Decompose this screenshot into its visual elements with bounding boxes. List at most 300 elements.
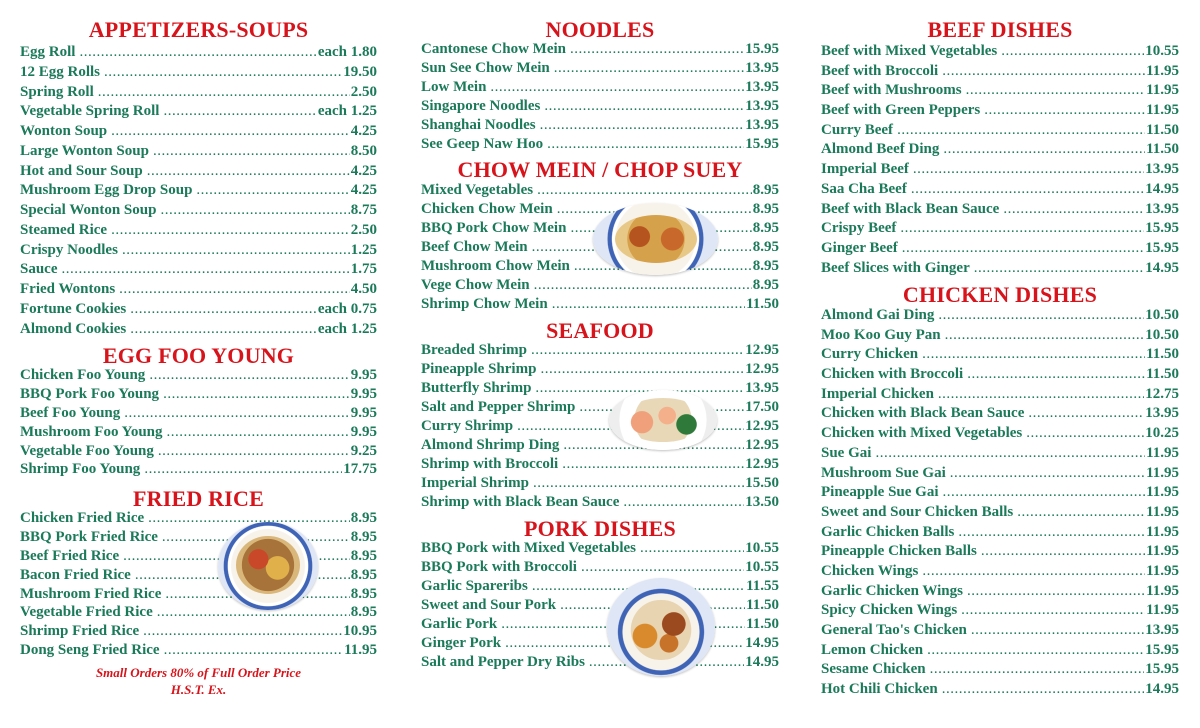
menu-item	[821, 121, 1179, 141]
section-title-noodles: NOODLES	[545, 17, 655, 42]
menu-item	[20, 43, 377, 63]
menu-item	[20, 162, 377, 182]
dot-leader	[927, 641, 1144, 661]
menu-item	[20, 442, 377, 461]
menu-item	[821, 306, 1179, 326]
dot-leader	[158, 442, 350, 461]
menu-item	[821, 219, 1179, 239]
menu-item-price: 10.50	[1145, 326, 1179, 343]
menu-item-name: Large Wonton Soup	[20, 142, 149, 159]
menu-item-price: 1.75	[350, 261, 377, 278]
menu-item-price: 4.25	[350, 162, 377, 179]
menu-item-price: 11.50	[1146, 121, 1179, 138]
section-appetizers	[20, 43, 377, 339]
menu-item-name: Curry Beef	[821, 121, 894, 138]
menu-item-name: Butterfly Shrimp	[421, 380, 532, 396]
menu-item-price: 9.95	[350, 404, 377, 421]
menu-item-price: 8.95	[752, 239, 779, 255]
menu-item-name: Sweet and Sour Chicken Balls	[821, 503, 1014, 520]
menu-item-price: 8.95	[350, 547, 377, 564]
menu-item-name: Hot and Sour Soup	[20, 162, 143, 179]
menu-item-price: 14.95	[1145, 259, 1179, 276]
menu-item-name: Mushroom Chow Mein	[421, 258, 570, 274]
menu-item	[821, 444, 1179, 464]
menu-item-price: 14.95	[1145, 180, 1179, 197]
dot-leader	[1026, 424, 1144, 444]
menu-item-price: 8.95	[752, 182, 779, 198]
dot-leader	[130, 300, 317, 320]
dot-leader	[540, 360, 744, 379]
menu-item	[421, 493, 779, 512]
menu-item-price: 8.95	[350, 510, 377, 526]
dot-leader	[945, 326, 1145, 346]
menu-item-price: 13.95	[1145, 405, 1179, 422]
menu-item	[821, 601, 1179, 621]
menu-item	[20, 603, 377, 622]
menu-item	[421, 436, 779, 455]
menu-item-price: 9.95	[350, 423, 377, 440]
menu-item	[821, 562, 1179, 582]
menu-item	[821, 326, 1179, 346]
dot-leader	[160, 201, 349, 221]
dot-leader	[961, 601, 1145, 621]
menu-item	[821, 641, 1179, 661]
menu-item-price: 8.95	[350, 604, 377, 621]
section-beef	[821, 42, 1179, 278]
menu-item-price: 4.25	[350, 182, 377, 199]
menu-item-name: Beef with Green Peppers	[821, 102, 981, 119]
menu-item-name: Shanghai Noodles	[421, 117, 536, 134]
menu-item-price: 9.25	[350, 442, 377, 459]
menu-item	[421, 257, 779, 276]
menu-item-price: 8.75	[350, 202, 377, 218]
section-noodles	[421, 40, 779, 155]
section-fried-rice	[20, 509, 377, 660]
dot-leader	[570, 40, 744, 59]
menu-item-name: Curry Chicken	[821, 346, 919, 363]
menu-item-price: 10.50	[1145, 307, 1179, 323]
menu-item-name: BBQ Pork with Mixed Vegetables	[421, 540, 637, 556]
dot-leader	[1028, 404, 1144, 424]
menu-item-price: 9.95	[350, 385, 377, 402]
menu-item-name: Spicy Chicken Wings	[821, 602, 958, 619]
menu-item	[421, 539, 779, 558]
menu-item-name: Singapore Noodles	[421, 98, 541, 115]
menu-item-price: 12.95	[745, 418, 779, 434]
menu-item-name: Pineapple Sue Gai	[821, 484, 939, 501]
menu-item-name: Spring Roll	[20, 83, 94, 100]
dot-leader	[79, 43, 316, 63]
menu-item-price: 11.50	[746, 616, 779, 632]
menu-item-price: 15.95	[1145, 641, 1179, 658]
menu-item-price: 12.95	[745, 361, 779, 377]
menu-item-name: Crispy Beef	[821, 220, 897, 237]
menu-item	[821, 42, 1179, 62]
menu-item-name: Sweet and Sour Pork	[421, 597, 557, 613]
menu-item-price: 4.25	[350, 123, 377, 139]
menu-item-price: 11.95	[1146, 444, 1179, 461]
menu-item-name: BBQ Pork Fried Rice	[20, 528, 158, 545]
section-title-chicken: CHICKEN DISHES	[902, 282, 1098, 307]
dot-leader	[98, 83, 350, 103]
menu-item-price: 8.50	[350, 142, 377, 159]
menu-item-name: Almond Cookies	[20, 320, 127, 337]
menu-item-price: 8.95	[350, 566, 377, 583]
menu-item-name: Chicken Fried Rice	[20, 510, 145, 526]
menu-item-name: Shrimp Foo Young	[20, 461, 141, 478]
menu-item-price: 11.50	[746, 296, 779, 312]
dot-leader	[130, 320, 317, 340]
menu-item-price: 11.95	[1146, 62, 1179, 79]
menu-item	[20, 201, 377, 221]
dot-leader	[196, 181, 349, 201]
menu-item-price: 2.50	[350, 221, 377, 238]
dot-leader	[554, 59, 744, 78]
menu-item-price: 11.95	[1146, 602, 1179, 619]
menu-item-name: Egg Roll	[20, 44, 76, 60]
dot-leader	[111, 221, 350, 241]
menu-item-name: Garlic Chicken Wings	[821, 582, 963, 599]
menu-item	[821, 680, 1179, 700]
menu-item-name: Shrimp with Broccoli	[421, 456, 559, 472]
menu-item-price: 17.50	[745, 399, 779, 415]
menu-item-price: 15.95	[1145, 239, 1179, 256]
menu-item-price: 1.25	[350, 241, 377, 258]
menu-item-name: Ginger Beef	[821, 239, 898, 256]
menu-item-name: Chicken with Black Bean Sauce	[821, 405, 1025, 422]
menu-item	[20, 423, 377, 442]
dot-leader	[533, 474, 744, 493]
dot-leader	[967, 365, 1145, 385]
menu-item-price: each 0.75	[317, 300, 377, 317]
menu-item-name: Beef Chow Mein	[421, 239, 528, 255]
menu-item	[421, 59, 779, 78]
dot-leader	[149, 366, 349, 385]
dot-leader	[974, 259, 1145, 279]
dot-leader	[144, 460, 342, 479]
menu-item	[20, 221, 377, 241]
menu-item-price: 11.95	[1146, 582, 1179, 599]
menu-item-name: Garlic Chicken Balls	[821, 523, 955, 540]
menu-item	[421, 653, 779, 672]
menu-item-name: Chicken Wings	[821, 562, 919, 579]
menu-item-price: 9.95	[350, 367, 377, 383]
section-pork	[421, 539, 779, 672]
menu-item	[421, 558, 779, 577]
dot-leader	[122, 241, 350, 261]
menu-item-price: 11.50	[746, 597, 779, 613]
menu-item	[421, 379, 779, 398]
menu-item-name: Beef Slices with Ginger	[821, 259, 970, 276]
menu-item-name: Imperial Chicken	[821, 385, 934, 402]
menu-item-price: 15.95	[1145, 661, 1179, 678]
menu-item-name: Pineapple Chicken Balls	[821, 543, 977, 560]
menu-item	[20, 566, 377, 585]
menu-item	[821, 345, 1179, 365]
dot-leader	[552, 295, 745, 314]
menu-item-price: 13.95	[745, 380, 779, 396]
menu-item-name: Garlic Pork	[421, 616, 498, 632]
menu-item	[20, 528, 377, 547]
dot-leader	[902, 239, 1144, 259]
menu-item-price: 12.95	[745, 456, 779, 472]
dot-leader	[119, 280, 350, 300]
menu-item	[421, 78, 779, 97]
dot-leader	[875, 444, 1145, 464]
menu-item-price: each 1.80	[317, 44, 377, 60]
menu-item	[421, 116, 779, 135]
menu-item	[20, 509, 377, 528]
menu-item	[821, 582, 1179, 602]
dot-leader	[967, 582, 1145, 602]
shrimp-plate-image	[609, 390, 717, 450]
menu-item-price: 15.50	[745, 475, 779, 491]
menu-item	[421, 200, 779, 219]
menu-item	[821, 101, 1179, 121]
section-title-egg-foo-young: EGG FOO YOUNG	[102, 343, 295, 368]
menu-item-name: Fried Wontons	[20, 281, 116, 297]
menu-item-name: Beef Fried Rice	[20, 547, 120, 564]
dot-leader	[124, 404, 349, 423]
menu-item-price: 10.55	[745, 540, 779, 556]
dot-leader	[913, 160, 1144, 180]
dot-leader	[562, 455, 744, 474]
menu-item-price: 15.95	[745, 136, 779, 153]
menu-item-name: Shrimp Fried Rice	[20, 623, 140, 640]
menu-item-name: Saa Cha Beef	[821, 180, 907, 197]
menu-item-price: 13.95	[745, 117, 779, 134]
menu-item-price: 11.95	[1146, 82, 1179, 99]
menu-item-name: Sue Gai	[821, 444, 872, 461]
menu-item	[821, 180, 1179, 200]
menu-item-name: Lemon Chicken	[821, 641, 924, 658]
menu-item	[421, 615, 779, 634]
menu-item	[421, 455, 779, 474]
menu-item-price: 13.50	[745, 494, 779, 510]
menu-item-name: Chicken Foo Young	[20, 367, 146, 383]
menu-item	[821, 523, 1179, 543]
dot-leader	[897, 121, 1145, 141]
menu-item-price: 19.50	[343, 63, 377, 80]
menu-item	[20, 260, 377, 280]
menu-item	[20, 460, 377, 479]
menu-item	[20, 622, 377, 641]
menu-item	[20, 366, 377, 385]
menu-item	[821, 424, 1179, 444]
dot-leader	[143, 622, 342, 641]
menu-item	[421, 634, 779, 653]
menu-item-name: Chicken with Broccoli	[821, 366, 964, 383]
menu-item-name: BBQ Pork with Broccoli	[421, 559, 577, 575]
menu-item	[421, 276, 779, 295]
menu-item-price: 13.95	[745, 60, 779, 77]
menu-item-name: Moo Koo Guy Pan	[821, 326, 941, 343]
menu-item	[421, 596, 779, 615]
menu-item-name: Beef with Mushrooms	[821, 82, 962, 99]
dot-leader	[163, 385, 350, 404]
menu-item-price: 8.95	[752, 220, 779, 236]
menu-item-name: Salt and Pepper Dry Ribs	[421, 654, 585, 670]
menu-item	[821, 81, 1179, 101]
menu-item-name: Chicken with Mixed Vegetables	[821, 425, 1023, 442]
menu-item-name: Vegetable Spring Roll	[20, 103, 160, 120]
menu-item-name: See Geep Naw Hoo	[421, 136, 544, 153]
menu-item-price: 11.50	[1146, 141, 1179, 158]
menu-item-price: 11.50	[1146, 366, 1179, 383]
menu-item	[421, 341, 779, 360]
dot-leader	[922, 562, 1145, 582]
dot-leader	[164, 641, 343, 660]
menu-item	[20, 280, 377, 300]
menu-item	[821, 259, 1179, 279]
menu-item-name: Sesame Chicken	[821, 661, 926, 678]
menu-item	[20, 585, 377, 604]
menu-item	[821, 660, 1179, 680]
dot-leader	[971, 621, 1144, 641]
menu-item-price: 11.55	[746, 578, 779, 594]
menu-item-name: Fortune Cookies	[20, 300, 127, 317]
menu-item-price: 11.95	[1146, 503, 1179, 520]
menu-item-name: BBQ Pork Chow Mein	[421, 220, 567, 236]
dot-leader	[544, 97, 744, 116]
menu-item-name: General Tao's Chicken	[821, 622, 967, 638]
menu-item-name: Beef with Mixed Vegetables	[821, 43, 998, 59]
section-title-seafood: SEAFOOD	[546, 318, 654, 343]
menu-item-price: 14.95	[745, 635, 779, 651]
menu-item	[421, 577, 779, 596]
fried-rice-plate-image	[218, 522, 318, 610]
menu-item-price: 8.95	[752, 258, 779, 274]
menu-item	[421, 295, 779, 314]
menu-item-name: Almond Beef Ding	[821, 141, 940, 158]
menu-item-price: 10.55	[745, 559, 779, 575]
menu-item-price: each 1.25	[317, 103, 377, 120]
pork-dishes-image	[607, 578, 715, 676]
dot-leader	[640, 539, 744, 558]
menu-item-price: 14.95	[745, 654, 779, 670]
menu-item-name: 12 Egg Rolls	[20, 63, 101, 80]
section-title-fried-rice: FRIED RICE	[133, 486, 264, 511]
dot-leader	[167, 423, 350, 442]
menu-item-name: Almond Gai Ding	[821, 307, 935, 323]
menu-item-price: 12.75	[1145, 385, 1179, 402]
dot-leader	[540, 116, 745, 135]
menu-item	[421, 360, 779, 379]
menu-item-name: Vegetable Fried Rice	[20, 604, 153, 621]
dot-leader	[62, 260, 350, 280]
dot-leader	[938, 385, 1144, 405]
menu-item-name: Hot Chili Chicken	[821, 681, 938, 698]
menu-item-price: 8.95	[752, 277, 779, 293]
section-title-pork: PORK DISHES	[524, 516, 676, 541]
dot-leader	[537, 181, 752, 200]
menu-item	[20, 142, 377, 162]
menu-item-name: Vegetable Foo Young	[20, 442, 154, 459]
menu-item-price: 15.95	[745, 41, 779, 57]
menu-item	[821, 542, 1179, 562]
menu-item-price: 13.95	[745, 98, 779, 115]
small-orders-note: Small Orders 80% of Full Order Price	[95, 665, 302, 680]
menu-item	[421, 417, 779, 436]
menu-item-name: Beef Foo Young	[20, 404, 121, 421]
menu-item	[821, 385, 1179, 405]
dot-leader	[942, 680, 1145, 700]
menu-item	[821, 160, 1179, 180]
dot-leader	[984, 101, 1145, 121]
menu-item-price: 10.55	[1145, 43, 1179, 59]
menu-item-name: Mixed Vegetables	[421, 182, 534, 198]
menu-item-price: 14.95	[1145, 681, 1179, 698]
menu-item-price: 11.95	[1146, 102, 1179, 119]
menu-item-name: Beef with Broccoli	[821, 62, 939, 79]
dot-leader	[922, 345, 1145, 365]
dot-leader	[943, 483, 1146, 503]
menu-item	[20, 122, 377, 142]
menu-item-name: Breaded Shrimp	[421, 342, 527, 358]
dot-leader	[163, 102, 316, 122]
menu-item	[821, 140, 1179, 160]
menu-item-name: Vege Chow Mein	[421, 277, 530, 293]
dot-leader	[547, 135, 744, 154]
menu-item	[421, 181, 779, 200]
menu-item	[421, 398, 779, 417]
menu-item	[821, 464, 1179, 484]
dot-leader	[950, 464, 1145, 484]
menu-item	[421, 97, 779, 116]
menu-item	[821, 239, 1179, 259]
menu-item-name: Shrimp with Black Bean Sauce	[421, 494, 620, 510]
menu-item-price: 15.95	[1145, 220, 1179, 237]
menu-item-name: Special Wonton Soup	[20, 202, 157, 218]
menu-item-name: Imperial Shrimp	[421, 475, 529, 491]
menu-item	[20, 320, 377, 340]
menu-item-name: Salt and Pepper Shrimp	[421, 399, 576, 415]
menu-item-name: Crispy Noodles	[20, 241, 118, 258]
menu-item	[421, 40, 779, 59]
menu-item	[20, 300, 377, 320]
menu-item-name: Mushroom Sue Gai	[821, 464, 946, 481]
menu-item-price: 12.95	[745, 437, 779, 453]
dot-leader	[900, 219, 1144, 239]
dot-leader	[153, 142, 350, 162]
section-title-beef: BEEF DISHES	[927, 17, 1073, 42]
menu-item-price: 13.95	[1145, 161, 1179, 178]
menu-item-name: Low Mein	[421, 79, 487, 96]
menu-item-name: Mushroom Egg Drop Soup	[20, 182, 193, 199]
menu-item-price: 4.50	[350, 281, 377, 297]
menu-item	[821, 365, 1179, 385]
menu-item-price: 11.95	[1146, 543, 1179, 560]
menu-item	[20, 547, 377, 566]
menu-item-name: Curry Shrimp	[421, 418, 514, 434]
menu-item	[20, 641, 377, 660]
menu-item-price: 17.75	[343, 461, 377, 478]
dot-leader	[490, 78, 744, 97]
menu-item-price: 13.95	[1145, 200, 1179, 217]
menu-item-name: Beef with Black Bean Sauce	[821, 200, 1000, 217]
menu-item-name: Steamed Rice	[20, 221, 108, 238]
menu-item-price: 12.95	[745, 342, 779, 358]
menu-item	[821, 483, 1179, 503]
menu-item	[821, 503, 1179, 523]
dot-leader	[981, 542, 1145, 562]
menu-item	[821, 62, 1179, 82]
dot-leader	[534, 276, 752, 295]
menu-item-name: Pineapple Shrimp	[421, 361, 537, 377]
menu-item	[20, 181, 377, 201]
menu-item	[821, 621, 1179, 641]
section-chicken	[821, 306, 1179, 700]
